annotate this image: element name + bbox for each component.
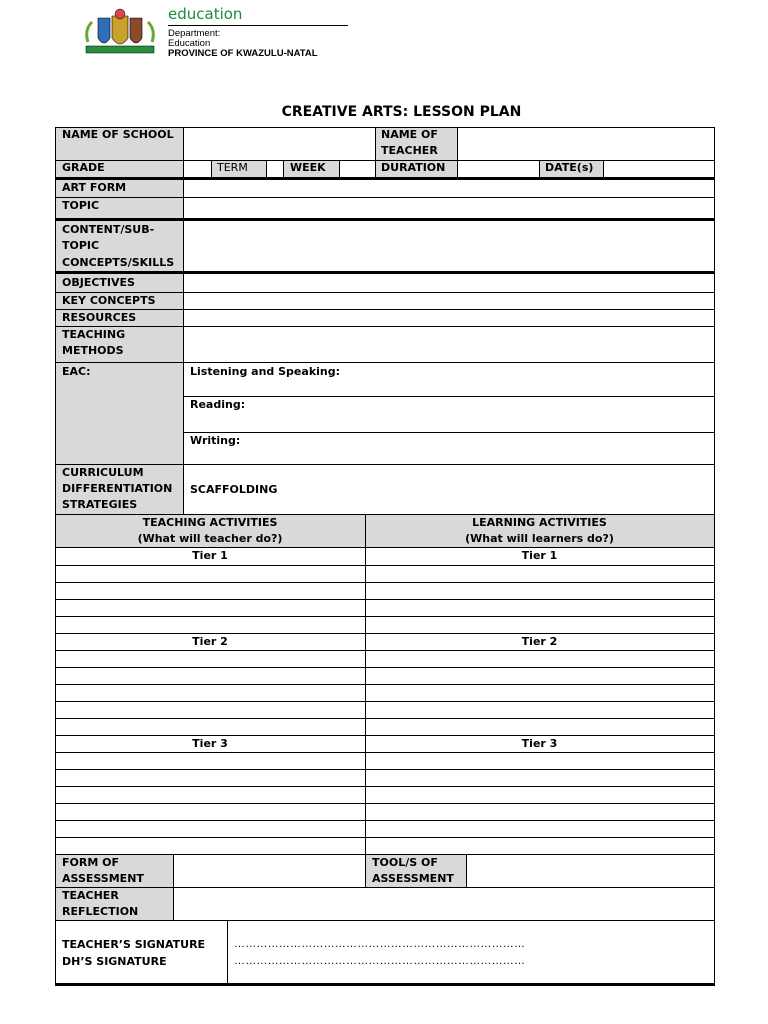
- label-teaching-methods: METHODS: [62, 344, 124, 357]
- row-line: [55, 197, 715, 198]
- col-line: [365, 514, 366, 887]
- col-line: [173, 854, 174, 920]
- row-line: [55, 616, 715, 617]
- label-term: TERM: [217, 161, 248, 174]
- col-line: [466, 854, 467, 887]
- row-line: [55, 887, 715, 888]
- teaching-activities-subheader: (What will teacher do?): [137, 532, 283, 545]
- teaching-activities-header: TEACHING ACTIVITIES: [142, 516, 278, 529]
- label-content: CONTENT/SUB-: [62, 223, 155, 236]
- row-line: [55, 650, 715, 651]
- row-line: [55, 718, 715, 719]
- col-line: [283, 160, 284, 177]
- tier-3-label: Tier 3: [521, 737, 558, 750]
- department-label: Department:: [168, 28, 221, 39]
- row-line: [55, 326, 715, 327]
- row-line: [55, 752, 715, 753]
- row-line: [55, 667, 715, 668]
- tier-3-label: Tier 3: [192, 737, 228, 750]
- brand-divider: [168, 25, 348, 26]
- label-teacher-reflection: TEACHER: [62, 889, 119, 902]
- row-line: [183, 432, 715, 433]
- row-line: [55, 271, 715, 274]
- col-line: [457, 127, 458, 177]
- row-line: [55, 983, 715, 986]
- label-curriculum: STRATEGIES: [62, 498, 138, 511]
- row-line: [55, 464, 715, 465]
- label-dh-signature: DH’S SIGNATURE: [62, 955, 167, 968]
- tier-1-label: Tier 1: [192, 549, 228, 562]
- col-line: [603, 160, 604, 177]
- label-dates: DATE(s): [545, 161, 594, 174]
- row-line: [55, 837, 715, 838]
- label-week: WEEK: [290, 161, 326, 174]
- label-name-of-school: NAME OF SCHOOL: [62, 128, 174, 141]
- tier-2-label: Tier 2: [192, 635, 228, 648]
- brand-education: education: [168, 5, 243, 23]
- col-line: [183, 127, 184, 514]
- label-content: TOPIC: [62, 239, 100, 252]
- label-name-of-teacher: TEACHER: [381, 144, 438, 157]
- row-line: [55, 701, 715, 702]
- col-line: [375, 127, 376, 177]
- row-line: [55, 582, 715, 583]
- col-line: [339, 160, 340, 177]
- col-line: [539, 160, 540, 177]
- learning-activities-subheader: (What will learners do?): [465, 532, 614, 545]
- tier-2-label: Tier 2: [521, 635, 558, 648]
- row-line: [55, 362, 715, 363]
- row-line: [55, 309, 715, 310]
- label-tools-of-assessment: ASSESSMENT: [372, 872, 454, 885]
- label-curriculum: DIFFERENTIATION: [62, 482, 173, 495]
- label-teacher-signature: TEACHER’S SIGNATURE: [62, 938, 206, 951]
- department-name: Education: [168, 38, 211, 49]
- row-line: [55, 820, 715, 821]
- row-line: [55, 920, 715, 921]
- tier-1-label: Tier 1: [521, 549, 558, 562]
- label-resources: RESOURCES: [62, 311, 137, 324]
- row-line: [55, 599, 715, 600]
- row-line: [55, 218, 715, 221]
- row-line: [55, 565, 715, 566]
- row-line: [55, 803, 715, 804]
- row-line: [55, 769, 715, 770]
- label-objectives: OBJECTIVES: [62, 276, 135, 289]
- row-line: [55, 786, 715, 787]
- label-eac: EAC:: [62, 365, 91, 378]
- label-teaching-methods: TEACHING: [62, 328, 126, 341]
- label-writing: Writing:: [190, 434, 241, 447]
- label-topic: TOPIC: [62, 199, 100, 212]
- province-name: PROVINCE OF KWAZULU-NATAL: [168, 48, 318, 59]
- label-grade: GRADE: [62, 161, 105, 174]
- label-reading: Reading:: [190, 398, 246, 411]
- label-tools-of-assessment: TOOL/S OF: [372, 856, 438, 869]
- dh-signature-line[interactable]: ……………………………………………………………………: [234, 955, 526, 967]
- col-line: [266, 160, 267, 177]
- label-scaffolding: SCAFFOLDING: [190, 483, 278, 496]
- teacher-signature-line[interactable]: ……………………………………………………………………: [234, 938, 526, 950]
- label-listening: Listening and Speaking:: [190, 365, 341, 378]
- row-line: [183, 396, 715, 397]
- label-duration: DURATION: [381, 161, 446, 174]
- row-line: [55, 684, 715, 685]
- label-content: CONCEPTS/SKILLS: [62, 256, 175, 269]
- learning-activities-header: LEARNING ACTIVITIES: [472, 516, 607, 529]
- label-curriculum: CURRICULUM: [62, 466, 144, 479]
- label-teacher-reflection: REFLECTION: [62, 905, 139, 918]
- label-art-form: ART FORM: [62, 181, 127, 194]
- row-line: [55, 177, 715, 180]
- coat-of-arms-logo: [80, 8, 160, 56]
- label-key-concepts: KEY CONCEPTS: [62, 294, 156, 307]
- label-name-of-teacher: NAME OF: [381, 128, 438, 141]
- label-form-of-assessment: ASSESSMENT: [62, 872, 144, 885]
- col-line: [211, 160, 212, 177]
- label-form-of-assessment: FORM OF: [62, 856, 119, 869]
- page-title: CREATIVE ARTS: LESSON PLAN: [281, 104, 522, 120]
- col-line: [227, 920, 228, 984]
